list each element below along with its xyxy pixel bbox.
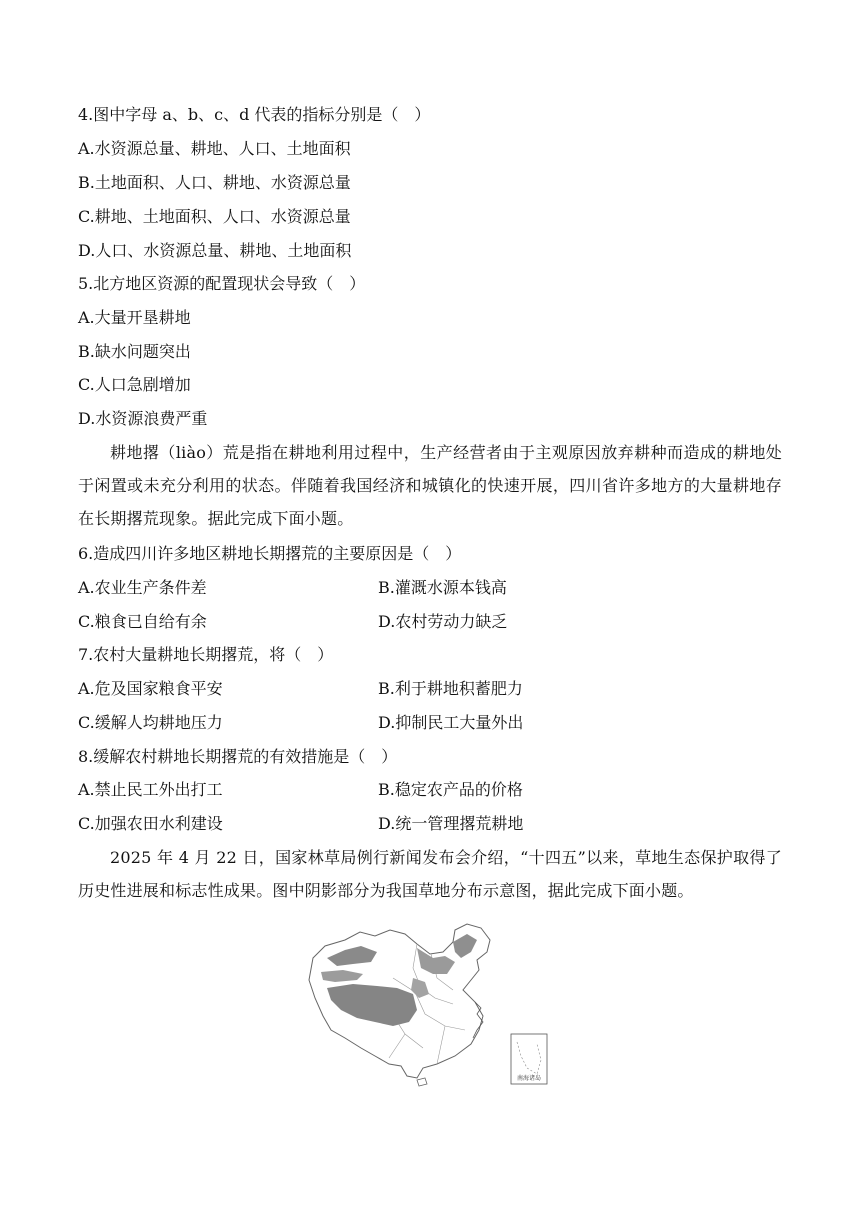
- q7-option-b: B.利于耕地积蓄肥力: [378, 679, 523, 698]
- q4-option-d: D.人口、水资源总量、耕地、土地面积: [78, 241, 352, 260]
- q7-stem: 7.农村大量耕地长期撂荒，将（ ）: [78, 645, 334, 664]
- q6-option-d: D.农村劳动力缺乏: [378, 612, 508, 631]
- map-svg: [305, 918, 555, 1088]
- q4-option-c: C.耕地、土地面积、人口、水资源总量: [78, 207, 351, 226]
- q4-stem: 4.图中字母 a、b、c、d 代表的指标分别是（ ）: [78, 105, 431, 124]
- q6-option-c: C.粮食已自给有余: [78, 612, 207, 631]
- passage-grassland: 2025 年 4 月 22 日，国家林草局例行新闻发布会介绍，“十四五”以来，草地生态保护取得了历史性进展和标志性成果。图中阴影部分为我国草地分布示意图，据此完成下面小题。: [78, 848, 782, 900]
- q8-option-b: B.稳定农产品的价格: [378, 780, 523, 799]
- q6-stem: 6.造成四川许多地区耕地长期撂荒的主要原因是（ ）: [78, 544, 462, 563]
- inset-label: 南海诸岛: [516, 1075, 541, 1082]
- q5-option-b: B.缺水问题突出: [78, 342, 191, 361]
- q4-option-b: B.土地面积、人口、耕地、水资源总量: [78, 173, 351, 192]
- q8-stem: 8.缓解农村耕地长期撂荒的有效措施是（ ）: [78, 747, 398, 766]
- hainan-island: [417, 1078, 427, 1086]
- q5-option-d: D.水资源浪费严重: [78, 409, 208, 428]
- q5-option-a: A.大量开垦耕地: [78, 308, 191, 327]
- passage-farmland-abandonment: 耕地撂（liào）荒是指在耕地利用过程中，生产经营者由于主观原因放弃耕种而造成的耕地处于闲置或未充分利用的状态。伴随着我国经济和城镇化的快速开展，四川省许多地方的大量耕地存在长期撂荒现象。据此完成下面小题。: [78, 443, 782, 528]
- q5-option-c: C.人口急剧增加: [78, 375, 191, 394]
- china-grassland-map: [305, 918, 555, 1088]
- q8-option-c: C.加强农田水利建设: [78, 814, 223, 833]
- q6-option-a: A.农业生产条件差: [78, 578, 207, 597]
- q7-option-c: C.缓解人均耕地压力: [78, 713, 223, 732]
- q7-option-a: A.危及国家粮食平安: [78, 679, 223, 698]
- q8-option-d: D.统一管理撂荒耕地: [378, 814, 524, 833]
- q4-option-a: A.水资源总量、耕地、人口、土地面积: [78, 139, 351, 158]
- q7-option-d: D.抑制民工大量外出: [378, 713, 524, 732]
- q6-option-b: B.灌溉水源本钱高: [378, 578, 507, 597]
- q5-stem: 5.北方地区资源的配置现状会导致（ ）: [78, 274, 366, 293]
- q8-option-a: A.禁止民工外出打工: [78, 780, 223, 799]
